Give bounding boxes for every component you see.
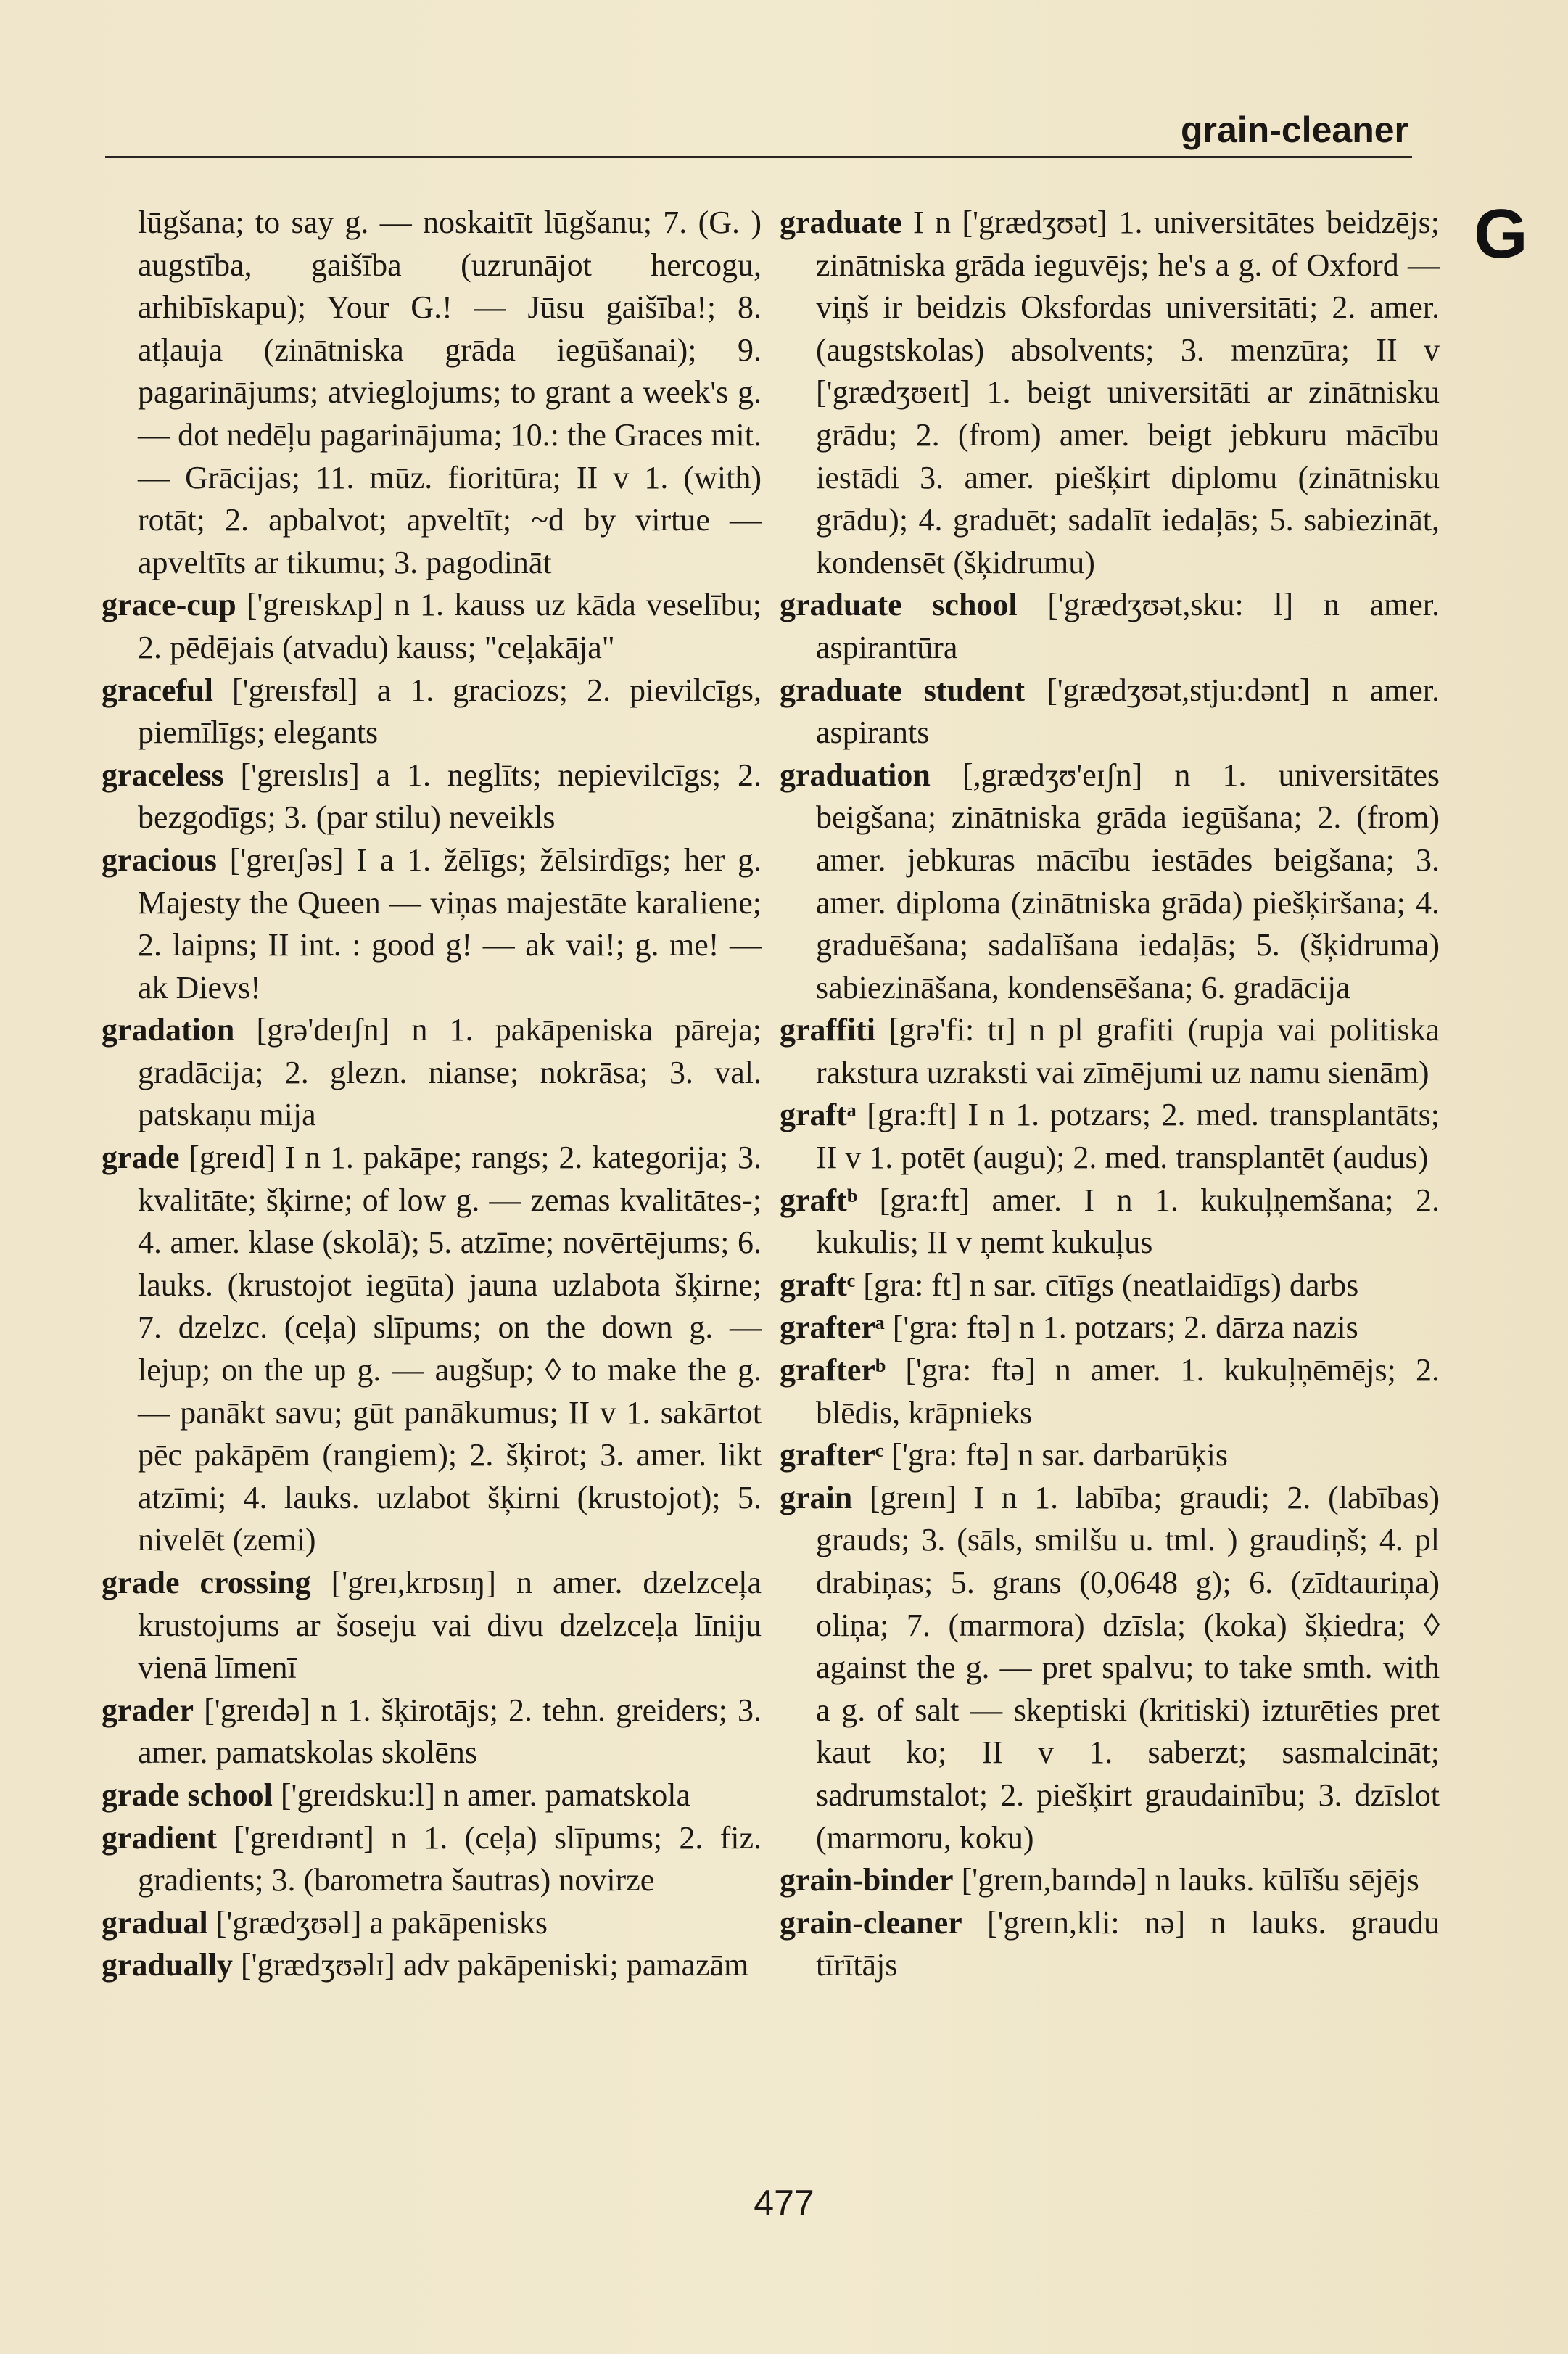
dictionary-entry bbox=[780, 202, 1440, 584]
entry-headword: graftᵃ bbox=[780, 1097, 857, 1133]
dictionary-entry bbox=[102, 1817, 762, 1902]
dictionary-entry bbox=[102, 1562, 762, 1690]
entry-pronunciation: [gra: ft] bbox=[863, 1267, 962, 1303]
entry-definition: adv pakāpeniski; pamazām bbox=[403, 1947, 749, 1983]
dictionary-entry bbox=[102, 1137, 762, 1562]
entry-definition: lūgšana; to say g. — noskaitīt lūgšanu; 7. (G. ) augstība, gaišība (uzrunājot hercogu, arhibīskapu); Your G.! — Jūsu gaišība!; 8. atļauja (zinātniska grāda iegūšanai); 9. pagarinājums; atvieglojums; to grant a week's g. — dot nedēļu pagarinājuma; 10.: the Graces mit. — Grācijas; 11. mūz. fioritūra; II v 1. (with) rotāt; 2. apbalvot; apveltīt; ~d by virtue — apveltīts ar tikumu; 3. pagodināt bbox=[138, 205, 762, 580]
dictionary-entry bbox=[102, 202, 762, 584]
dictionary-entry bbox=[780, 1349, 1440, 1434]
dictionary-entry bbox=[102, 1774, 762, 1817]
entry-definition: n 1. pakāpeniska pāreja; gradācija; 2. glezn. nianse; nokrāsa; 3. val. patskaņu mija bbox=[138, 1012, 762, 1133]
dictionary-entry bbox=[780, 670, 1440, 754]
entry-pronunciation: ['greɪslɪs] bbox=[240, 757, 360, 793]
entry-headword: graftᵇ bbox=[780, 1182, 858, 1218]
entry-pronunciation: [greɪd] bbox=[189, 1140, 276, 1176]
dictionary-entry bbox=[102, 839, 762, 1009]
entry-definition: n 1. šķirotājs; 2. tehn. greiders; 3. amer. pamatskolas skolēns bbox=[138, 1692, 762, 1771]
entry-headword: gradation bbox=[102, 1012, 235, 1048]
entry-headword: gradually bbox=[102, 1947, 233, 1983]
running-head: grain-cleaner bbox=[1180, 110, 1408, 150]
dictionary-entry bbox=[102, 1902, 762, 1945]
entry-definition: 1. universitātes beidzējs; zinātniska grāda ieguvējs; he's a g. of Oxford — viņš ir beidzis Oksfordas universitāti; 2. amer. (augstskolas) absolvents; 3. menzūra; II v ['grædʒʊeɪt] 1. beigt universitāti ar zinātnisku grādu; 2. (from) amer. beigt jebkuru mācību iestādi 3. amer. piešķirt diplomu (zinātnisku grādu); 4. graduēt; sadalīt iedaļās; 5. sabiezināt, kondensēt (šķidrumu) bbox=[816, 205, 1440, 580]
entry-pronunciation: [gra:ft] bbox=[867, 1097, 957, 1133]
entry-definition: n 1. universitātes beigšana; zinātniska grāda iegūšana; 2. (from) amer. jebkuras mācību iestādes beigšana; 3. amer. diploma (zinātniska grāda) piešķiršana; 4. graduēšana; sadalīšana iedaļās; 5. (šķidruma) sabiezināšana, kondensēšana; 6. gradācija bbox=[816, 757, 1440, 1005]
entry-definition: n lauks. graudu tīrītājs bbox=[816, 1904, 1440, 1983]
entry-headword: gradual bbox=[102, 1904, 208, 1941]
entry-headword: graffiti bbox=[780, 1012, 875, 1048]
entry-definition: n amer. aspirants bbox=[816, 672, 1440, 751]
dictionary-entry bbox=[102, 1009, 762, 1137]
entry-pronunciation: ['greɪskʌp] bbox=[246, 587, 384, 623]
dictionary-entry bbox=[780, 1477, 1440, 1859]
entry-pronunciation: ['greɪsfʊl] bbox=[231, 672, 358, 708]
entry-headword: graduate school bbox=[780, 587, 1018, 623]
entry-pronunciation: ['greɪ,krɒsɪŋ] bbox=[331, 1565, 497, 1600]
entry-headword: grade bbox=[102, 1140, 180, 1176]
entry-pronunciation: ['gra: ftə] bbox=[905, 1352, 1036, 1388]
entry-headword: grafterᶜ bbox=[780, 1437, 884, 1473]
entry-pronunciation: ['greɪdə] bbox=[204, 1692, 311, 1728]
entry-pronunciation: [grə'fi: tɪ] bbox=[888, 1012, 1016, 1048]
entry-headword: grader bbox=[102, 1692, 194, 1728]
entry-pronunciation: ['grædʒʊət,sku: l] bbox=[1047, 587, 1294, 623]
entry-headword: graceful bbox=[102, 672, 213, 708]
entry-headword: grafterᵇ bbox=[780, 1352, 886, 1388]
entry-definition: amer. I n 1. kukuļņemšana; 2. kukulis; II v ņemt kukuļus bbox=[816, 1182, 1440, 1261]
entry-pronunciation: ['greɪdsku:l] bbox=[280, 1777, 436, 1813]
entry-definition: n pl grafiti (rupja vai politiska rakstura uzraksti vai zīmējumi uz namu sienām) bbox=[816, 1012, 1440, 1090]
dictionary-entry bbox=[102, 1944, 762, 1987]
entry-headword: graduation bbox=[780, 757, 931, 793]
entry-headword: graduate bbox=[780, 205, 902, 240]
entry-headword: grade crossing bbox=[102, 1565, 311, 1600]
entry-pronunciation: [greɪn] bbox=[869, 1479, 957, 1515]
dictionary-entry bbox=[102, 670, 762, 754]
entry-pronunciation: I n ['grædʒʊət] bbox=[913, 205, 1108, 240]
dictionary-entry bbox=[780, 584, 1440, 669]
dictionary-entry bbox=[780, 1094, 1440, 1179]
entry-definition: n sar. cītīgs (neatlaidīgs) darbs bbox=[969, 1267, 1359, 1303]
entry-pronunciation: ['grædʒʊəl] bbox=[215, 1904, 362, 1941]
entry-pronunciation: [grə'deɪʃn] bbox=[256, 1012, 390, 1048]
entry-definition: n lauks. kūlīšu sējējs bbox=[1155, 1862, 1419, 1898]
dictionary-entry bbox=[102, 584, 762, 669]
entry-headword: gradient bbox=[102, 1819, 217, 1856]
entry-pronunciation: ['gra: ftə] bbox=[891, 1437, 1010, 1473]
right-column bbox=[780, 202, 1440, 1987]
entry-pronunciation: ['greɪdɪənt] bbox=[234, 1819, 374, 1856]
entry-headword: grain-cleaner bbox=[780, 1904, 962, 1941]
left-column bbox=[102, 202, 762, 1987]
entry-definition: a pakāpenisks bbox=[369, 1904, 548, 1941]
entry-pronunciation: ['greɪn,kli: nə] bbox=[986, 1904, 1186, 1941]
entry-headword: graftᶜ bbox=[780, 1267, 856, 1303]
entry-definition: I a 1. žēlīgs; žēlsirdīgs; her g. Majesty the Queen — viņas majestāte karaliene; 2. laipns; II int. : good g! — ak vai!; g. me! — ak Dievs! bbox=[138, 841, 762, 1005]
dictionary-entry bbox=[780, 754, 1440, 1010]
entry-definition: n amer. pamatskola bbox=[443, 1777, 691, 1813]
entry-headword: grafterᵃ bbox=[780, 1309, 885, 1346]
entry-headword: grain bbox=[780, 1479, 853, 1515]
entry-definition: I n 1. pakāpe; rangs; 2. kategorija; 3. kvalitāte; šķirne; of low g. — zemas kvalitātes-; 4. amer. klase (skolā); 5. atzīme; novērtējums; 6. lauks. (krustojot iegūta) jauna uzlabota šķirne; 7. dzelzc. (ceļa) slīpums; on the down g. — lejup; on the up g. — augšup; ◊ to make the g. — panākt savu; gūt panākumus; II v 1. sakārtot pēc pakāpēm (rangiem); 2. šķirot; 3. amer. likt atzīmi; 4. lauks. uzlabot šķirni (krustojot); 5. nivelēt (zemi) bbox=[138, 1140, 762, 1558]
dictionary-entry bbox=[780, 1859, 1440, 1902]
entry-definition: a 1. neglīts; nepievilcīgs; 2. bezgodīgs; 3. (par stilu) neveikls bbox=[138, 757, 762, 836]
dictionary-entry bbox=[780, 1180, 1440, 1264]
dictionary-entry bbox=[102, 1690, 762, 1774]
entry-definition: n 1. (ceļa) slīpums; 2. fiz. gradients; 3. (barometra šautras) novirze bbox=[138, 1819, 762, 1898]
entry-headword: grace-cup bbox=[102, 587, 236, 623]
entry-definition: n 1. potzars; 2. dārza nazis bbox=[1018, 1309, 1358, 1346]
entry-definition: n amer. dzelzceļa krustojums ar šoseju vai divu dzelzceļa līniju vienā līmenī bbox=[138, 1565, 762, 1686]
entry-definition: I n 1. labība; graudi; 2. (labības) grauds; 3. (sāls, smilšu u. tml. ) graudiņš; 4. pl drabiņas; 5. grans (0,0648 g); 6. (zīdtauriņa) oliņa; 7. (marmora) dzīsla; (koka) šķiedra; ◊ against the g. — pret spalvu; to take smth. with a g. of salt — skeptiski (kritiski) izturēties pret kaut ko; II v 1. saberzt; sasmalcināt; sadrumstalot; 2. piešķirt graudainību; 3. dzīslot (marmoru, koku) bbox=[816, 1479, 1440, 1856]
page-number: 477 bbox=[754, 2183, 814, 2223]
entry-definition: n 1. kauss uz kāda veselību; 2. pēdējais (atvadu) kauss; "ceļakāja" bbox=[138, 587, 762, 665]
entry-pronunciation: ['grædʒʊəlɪ] bbox=[240, 1947, 395, 1983]
entry-headword: gracious bbox=[102, 841, 217, 878]
dictionary-entry bbox=[102, 754, 762, 839]
entry-definition: I n 1. potzars; 2. med. transplantāts; II v 1. potēt (augu); 2. med. transplantēt (audus) bbox=[816, 1097, 1440, 1176]
entry-definition: n amer. 1. kukuļņēmējs; 2. blēdis, krāpnieks bbox=[816, 1352, 1440, 1431]
dictionary-entry bbox=[780, 1306, 1440, 1349]
entry-headword: graceless bbox=[102, 757, 224, 793]
entry-pronunciation: ['grædʒʊət,stju:dənt] bbox=[1047, 672, 1311, 708]
entry-definition: a 1. graciozs; 2. pievilcīgs, piemīlīgs; elegants bbox=[138, 672, 762, 751]
entry-pronunciation: ['greɪʃəs] bbox=[229, 841, 344, 878]
dictionary-entry bbox=[780, 1009, 1440, 1094]
entry-headword: grain-binder bbox=[780, 1862, 954, 1898]
entry-pronunciation: [gra:ft] bbox=[879, 1182, 970, 1218]
entry-definition: n sar. darbarūķis bbox=[1018, 1437, 1228, 1473]
dictionary-entry bbox=[780, 1434, 1440, 1477]
dictionary-entry bbox=[780, 1902, 1440, 1987]
entry-pronunciation: [,grædʒʊ'eɪʃn] bbox=[962, 757, 1143, 793]
header-rule bbox=[105, 156, 1412, 158]
entry-headword: grade school bbox=[102, 1777, 273, 1813]
letter-tab: G bbox=[1474, 195, 1528, 273]
entry-definition: n amer. aspirantūra bbox=[816, 587, 1440, 665]
entry-pronunciation: ['gra: ftə] bbox=[892, 1309, 1011, 1346]
dictionary-entry bbox=[780, 1264, 1440, 1307]
entry-pronunciation: ['greɪn,baɪndə] bbox=[961, 1862, 1147, 1898]
entry-headword: graduate student bbox=[780, 672, 1026, 708]
